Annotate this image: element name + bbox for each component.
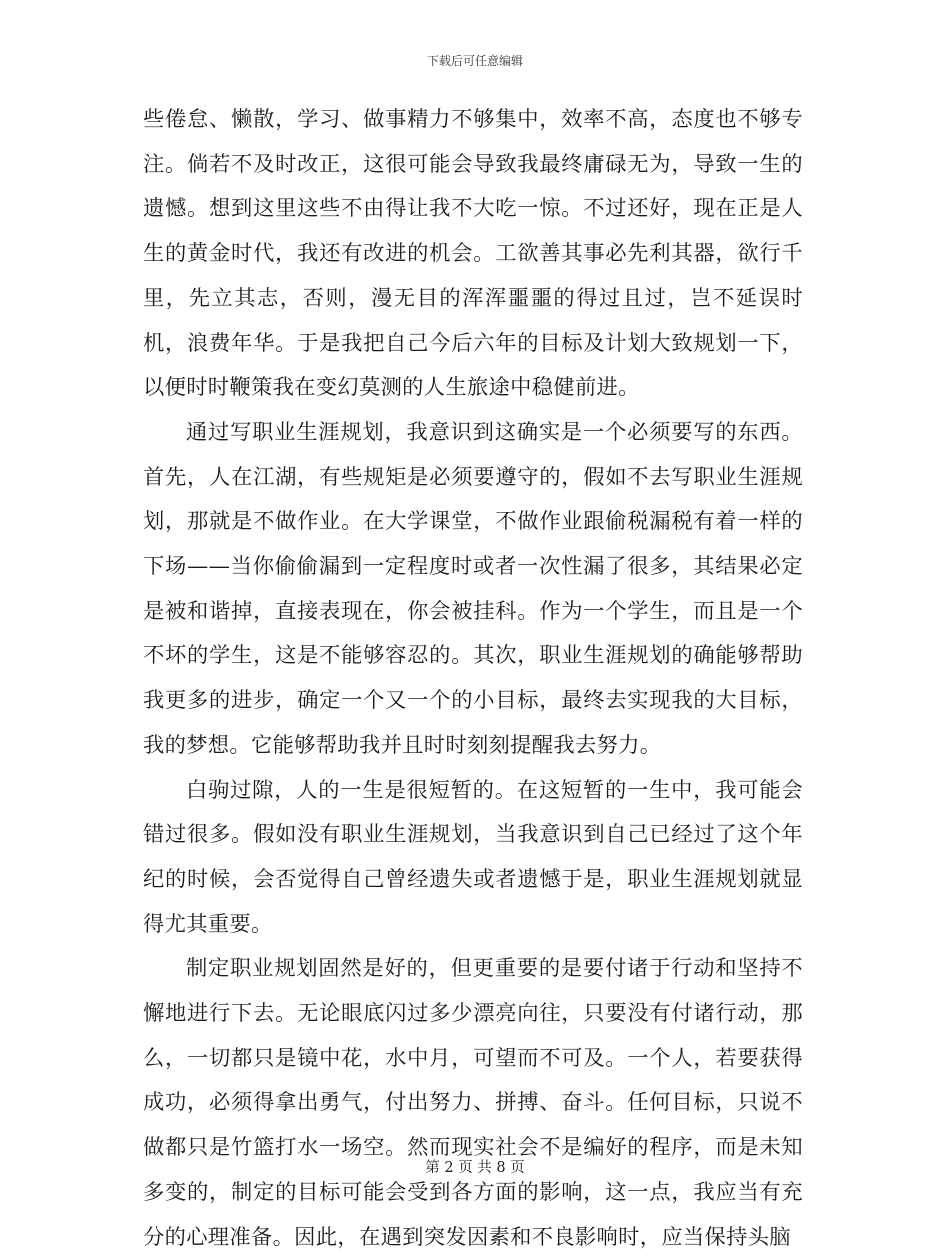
paragraph-life-short: 白驹过隙，人的一生是很短暂的。在这短暂的一生中，我可能会错过很多。假如没有职业生涯规划，当我意识到自己已经过了这个年纪的时候，会否觉得自己曾经遗失或者遗憾于是，职业生涯规划就显得尤其重要。 — [143, 777, 803, 937]
paragraph-career-plan-writing: 通过写职业生涯规划，我意识到这确实是一个必须要写的东西。首先，人在江湖，有些规矩是必须要遵守的，假如不去写职业生涯规划，那就是不做作业。在大学课堂，不做作业跟偷税漏税有着一样的下场——当你偷偷漏到一定程度时或者一次性漏了很多，其结果必定是被和谐掉，直接表现在，你会被挂科。作为一个学生，而且是一个不坏的学生，这是不能够容忍的。其次，职业生涯规划的确能够帮助我更多的进步，确定一个又一个的小目标，最终去实现我的大目标，我的梦想。它能够帮助我并且时时刻刻提醒我去努力。 — [143, 419, 803, 758]
page-header: 下载后可任意编辑 — [426, 54, 523, 68]
page-number: 第 2 页 共 8 页 — [425, 1160, 525, 1176]
paragraph-continuation: 些倦怠、懒散，学习、做事精力不够集中，效率不高，态度也不够专注。倘若不及时改正，这很可能会导致我最终庸碌无为，导致一生的遗憾。想到这里这些不由得让我不大吃一惊。不过还好，现在正是人生的黄金时代，我还有改进的机会。工欲善其事必先利其器，欲行千里，先立其志，否则，漫无目的浑浑噩噩的得过且过，岂不延误时机，浪费年华。于是我把自己今后六年的目标及计划大致规划一下，以便时时鞭策我在变幻莫测的人生旅途中稳健前进。 — [143, 107, 803, 401]
document-body — [143, 98, 803, 1260]
paragraph-action: 制定职业规划固然是好的，但更重要的是要付诸于行动和坚持不懈地进行下去。无论眼底闪过多少漂亮向往，只要没有付诸行动，那么，一切都只是镜中花，水中月，可望而不可及。一个人，若要获得成功，必须得拿出勇气，付出努力、拼搏、奋斗。任何目标，只说不做都只是竹篮打水一场空。然而现实社会不是编好的程序，而是未知多变的，制定的目标可能会受到各方面的影响，这一点，我应当有充分的心理准备。因此，在遇到突发因素和不良影响时，应当保持头脑 — [143, 956, 803, 1250]
